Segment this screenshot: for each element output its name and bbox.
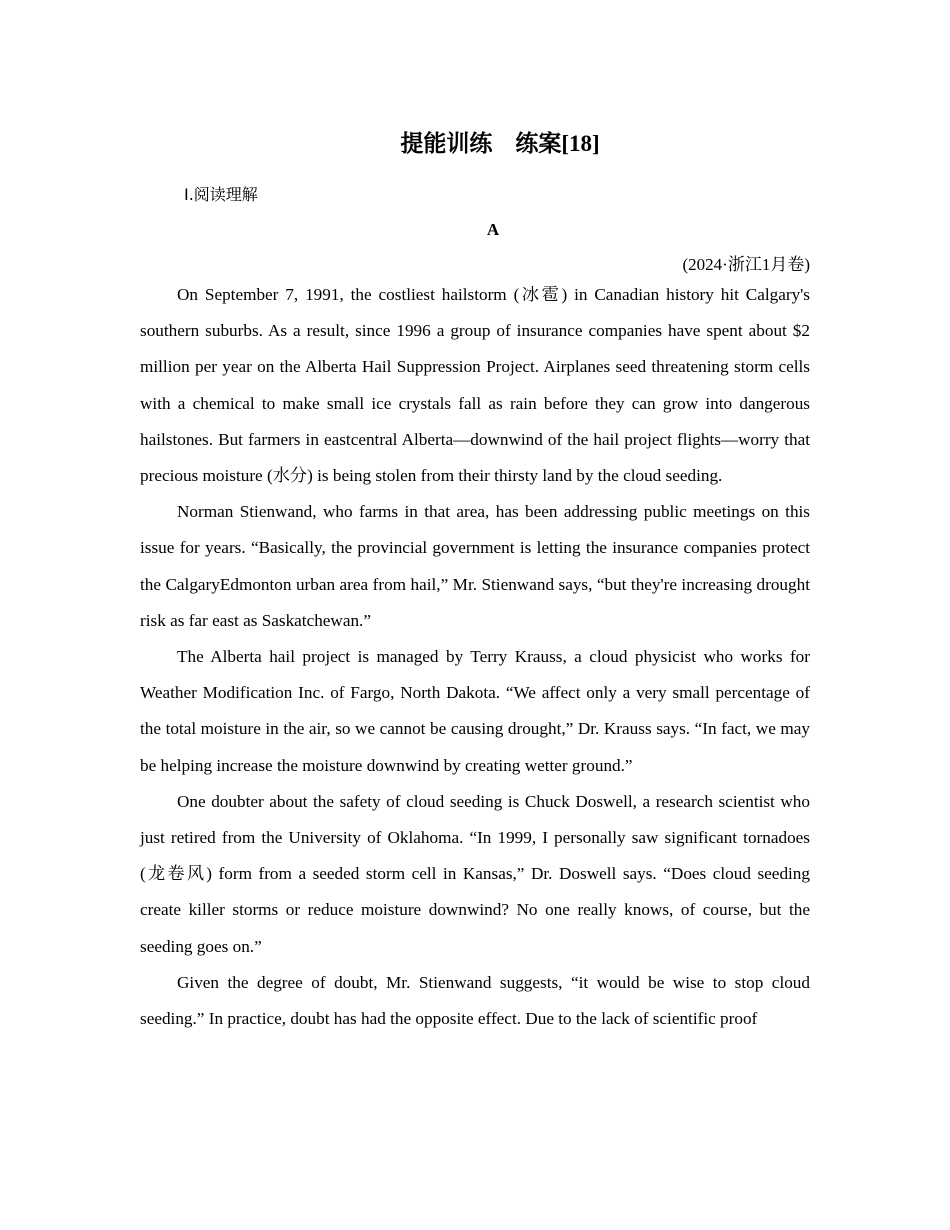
paragraph-3: The Alberta hail project is managed by Terry Krauss, a cloud physicist who works for Weather Modification Inc. of Fargo, North Dakota. “We affect only a very small percentage of the total moisture in the air, so we cannot be causing drought,” Dr. Krauss says. “In fact, we may be helping increase the moisture downwind by creating wetter ground.”	[140, 647, 810, 775]
paragraph-1: On September 7, 1991, the costliest hailstorm (冰雹) in Canadian history hit Calgary's southern suburbs. As a result, since 1996 a group of insurance companies have spent about $2 million per year on the Alberta Hail Suppression Project. Airplanes seed threatening storm cells with a chemical to make small ice crystals fall as rain before they can grow into dangerous hailstones. But farmers in eastcentral Alberta—downwind of the hail project flights—worry that precious moisture (水分) is being stolen from their thirsty land by the cloud seeding.	[140, 285, 810, 486]
document-page	[140, 122, 810, 1037]
paragraph-5: Given the degree of doubt, Mr. Stienwand suggests, “it would be wise to stop cloud seeding.” In practice, doubt has had the opposite effect. Due to the lack of scientific proof	[140, 972, 810, 1029]
passage-letter: A	[486, 220, 500, 239]
passage-source: (2024·浙江1月卷)	[682, 255, 810, 274]
paragraph-4: One doubter about the safety of cloud seeding is Chuck Doswell, a research scientist who just retired from the University of Oklahoma. “In 1999, I personally saw significant tornadoes (龙卷风) form from a seeded storm cell in Kansas,” Dr. Doswell says. “Does cloud seeding create killer storms or reduce moisture downwind? No one really knows, of course, but the seeding goes on.”	[140, 791, 810, 956]
page-title: 提能训练 练案[18]	[400, 131, 600, 156]
section-heading: Ⅰ.阅读理解	[184, 185, 258, 204]
paragraph-2: Norman Stienwand, who farms in that area, has been addressing public meetings on this issue for years. “Basically, the provincial government is letting the insurance companies protect the CalgaryEdmonton urban area from hail,” Mr. Stienwand says, “but they're increasing drought risk as far east as Saskatchewan.”	[140, 502, 810, 630]
